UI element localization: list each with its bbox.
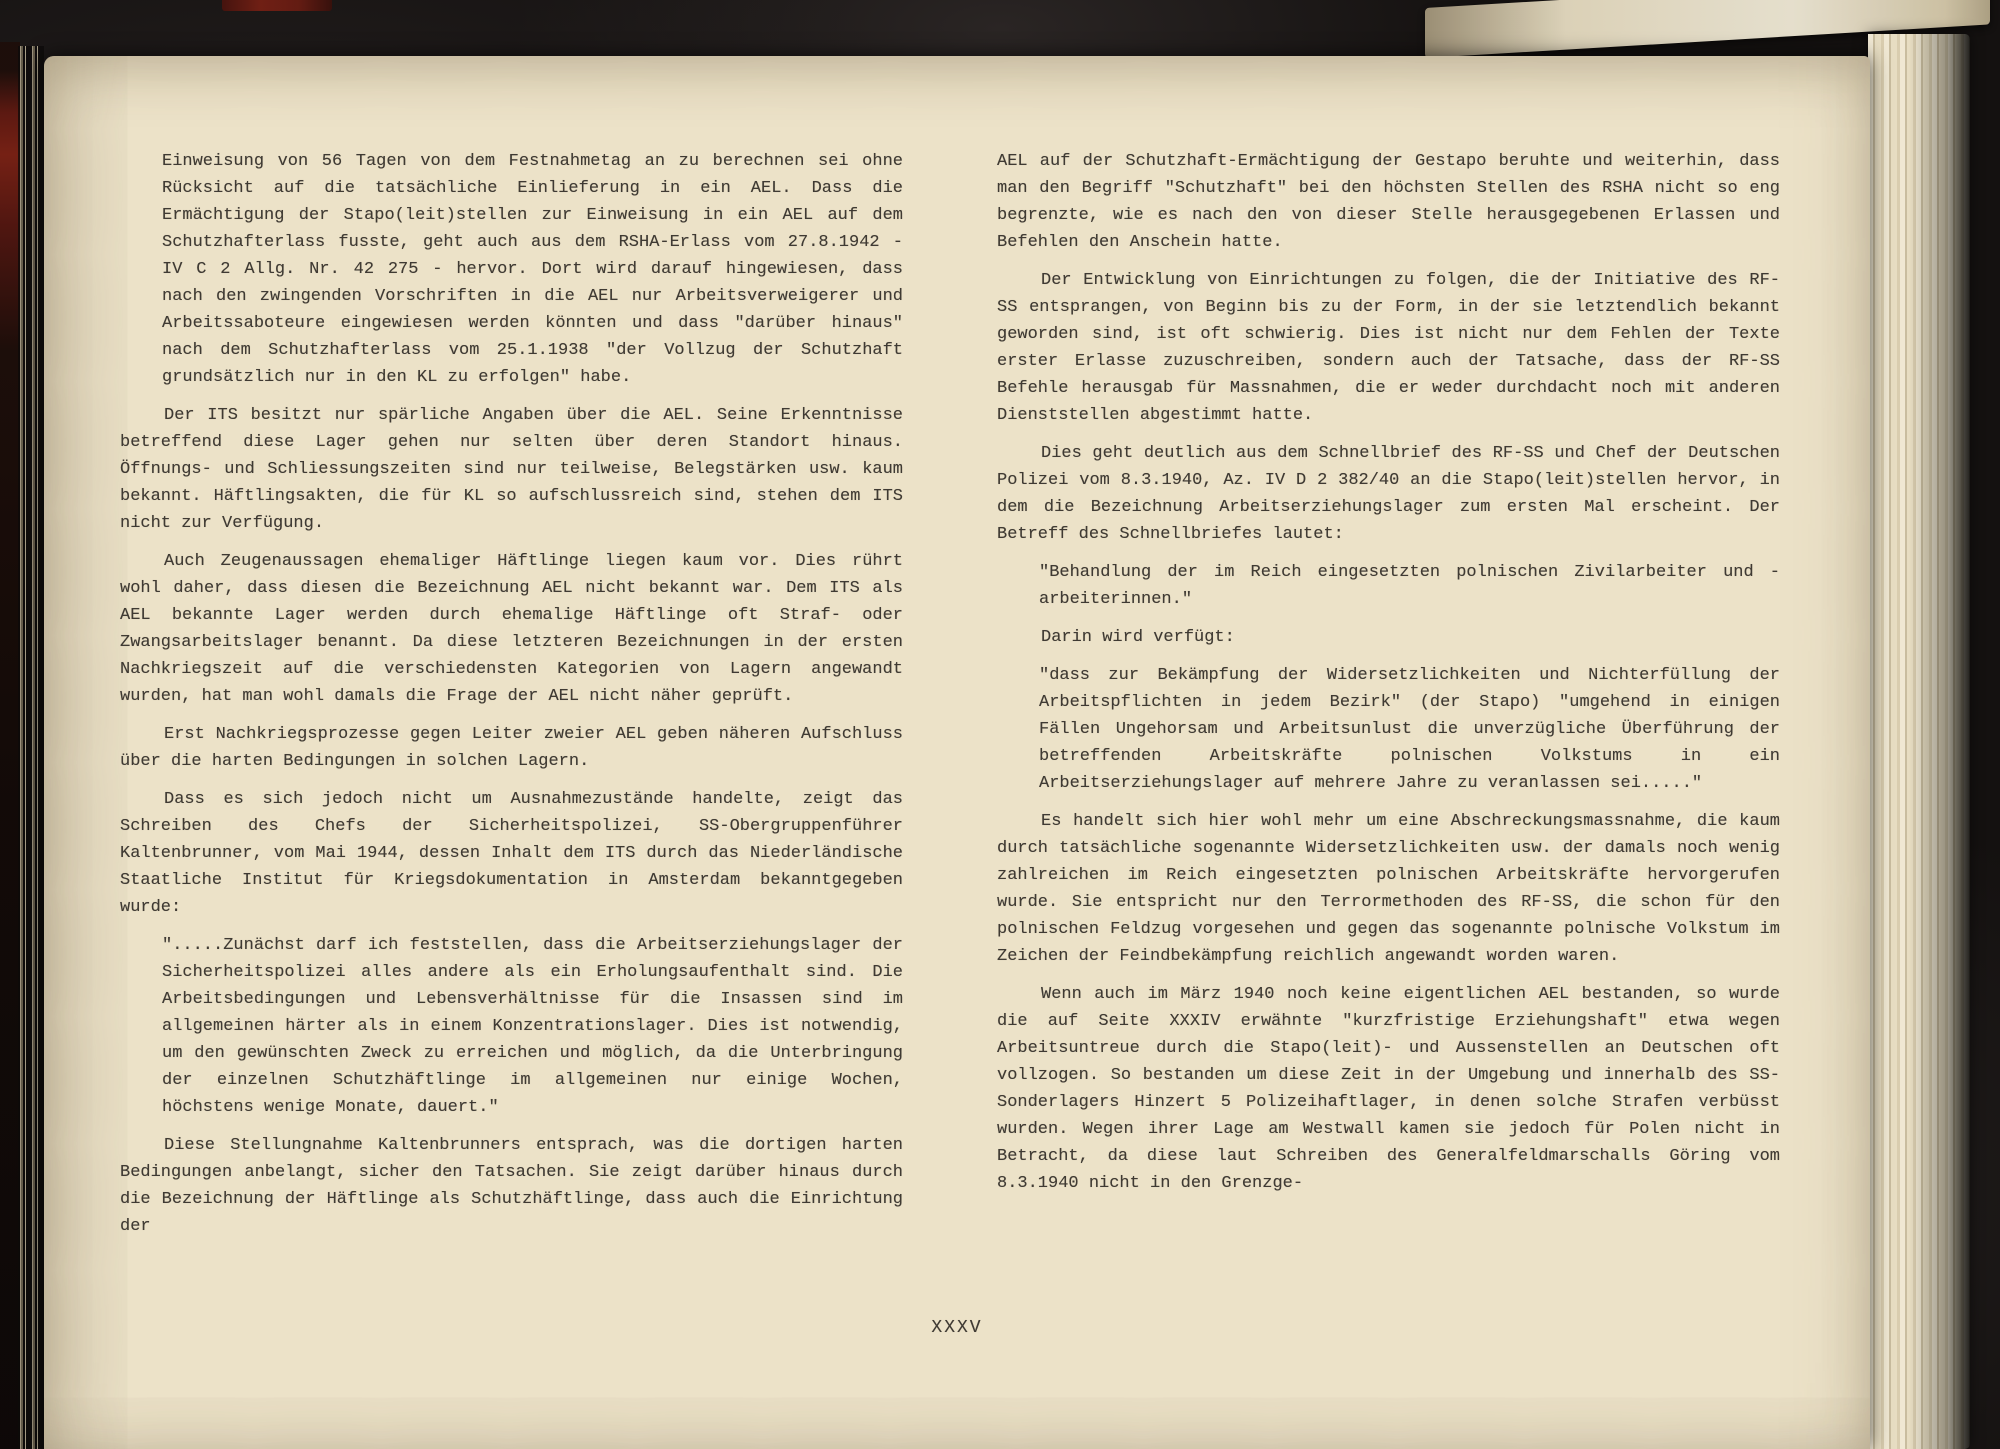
paragraph: Einweisung von 56 Tagen von dem Festnahmetag an zu berechnen sei ohne Rücksicht auf die tatsächliche Einlieferung in ein AEL. Dass die Ermächtigung der Stapo(leit)stellen zur Einweisung in ein AEL auf dem Schutzhafterlass fusste, geht auch aus dem RSHA-Erlass vom 27.8.1942 - IV C 2 Allg. Nr. 42 275 - hervor. Dort wird darauf hingewiesen, dass nach den zwingenden Vorschriften in die AEL nur Arbeitsverweigerer und Arbeitssaboteure eingewiesen werden könnten und dass "darüber hinaus" nach dem Schutzhafterlass vom 25.1.1938 "der Vollzug der Schutzhaft grundsätzlich nur in den KL zu erfolgen" habe. <box>162 152 903 387</box>
left-text-column <box>120 148 903 1251</box>
paragraph: Auch Zeugenaussagen ehemaliger Häftlinge liegen kaum vor. Dies rührt wohl daher, dass diesen die Bezeichnung AEL nicht bekannt war. Dem ITS als AEL bekannte Lager werden durch ehemalige Häftlinge oft Straf- oder Zwangsarbeitslager benannt. Da diese letzteren Bezeichnungen in der ersten Nachkriegszeit auf die verschiedensten Kategorien von Lagern angewandt wurden, hat man wohl damals die Frage der AEL nicht näher geprüft. <box>120 552 903 706</box>
page-text-area <box>120 148 1780 1251</box>
paragraph: Diese Stellungnahme Kaltenbrunners entsprach, was die dortigen harten Bedingungen anbelangt, sicher den Tatsachen. Sie zeigt darüber hinaus durch die Bezeichnung der Häftlinge als Schutzhäftlinge, dass auch die Einrichtung der <box>120 1136 903 1236</box>
paragraph: Wenn auch im März 1940 noch keine eigentlichen AEL bestanden, so wurde die auf Seite XXXIV erwähnte "kurzfristige Erziehungshaft" etwa wegen Arbeitsuntreue durch die Stapo(leit)- und Aussenstellen an Deutschen oft vollzogen. So bestanden um diese Zeit in der Umgebung und innerhalb des SS-Sonderlagers Hinzert 5 Polizeihaftlager, in denen solche Strafen verbüsst wurden. Wegen ihrer Lage am Westwall kamen sie jedoch für Polen nicht in Betracht, da diese laut Schreiben des Generalfeldmarschalls Göring vom 8.3.1940 nicht in den Grenzge- <box>997 985 1780 1193</box>
page-edge-stack-left <box>18 46 44 1449</box>
book-cover-top-edge <box>222 0 332 11</box>
page-edge-stack-right <box>1868 34 1970 1449</box>
book-cover-spine-edge <box>0 42 20 1449</box>
paragraph: Der ITS besitzt nur spärliche Angaben über die AEL. Seine Erkenntnisse betreffend diese Lager gehen nur selten über deren Standort hinaus. Öffnungs- und Schliessungszeiten sind nur teilweise, Belegstärken usw. kaum bekannt. Häftlingsakten, die für KL so aufschlussreich sind, stehen dem ITS nicht zur Verfügung. <box>120 406 903 533</box>
paragraph: "dass zur Bekämpfung der Widersetzlichkeiten und Nichterfüllung der Arbeitspflichten in jedem Bezirk" (der Stapo) "umgehend in einigen Fällen Ungehorsam und Arbeitsunlust die unverzügliche Überführung der betreffenden Arbeitskräfte polnischen Volkstums in ein Arbeitserziehungslager auf mehrere Jahre zu veranlassen sei....." <box>1039 666 1780 793</box>
paragraph: AEL auf der Schutzhaft-Ermächtigung der Gestapo beruhte und weiterhin, dass man den Begriff "Schutzhaft" bei den höchsten Stellen des RSHA nicht so eng begrenzte, wie es nach den von dieser Stelle herausgegebenen Erlassen und Befehlen den Anschein hatte. <box>997 152 1780 252</box>
page-number: XXXV <box>931 1318 983 1338</box>
paragraph: Der Entwicklung von Einrichtungen zu folgen, die der Initiative des RF-SS entsprangen, von Beginn bis zu der Form, in der sie letztendlich bekannt geworden sind, ist oft schwierig. Dies ist nicht nur dem Fehlen der Texte erster Erlasse zuzuschreiben, sondern auch der Tatsache, dass der RF-SS Befehle herausgab für Massnahmen, die er weder durchdacht noch mit anderen Dienststellen abgestimmt hatte. <box>997 271 1780 425</box>
two-column-layout <box>120 148 1780 1251</box>
paragraph: Erst Nachkriegsprozesse gegen Leiter zweier AEL geben näheren Aufschluss über die harten Bedingungen in solchen Lagern. <box>120 725 903 771</box>
paragraph: Darin wird verfügt: <box>1041 628 1235 647</box>
right-text-column <box>997 148 1780 1208</box>
paragraph: "Behandlung der im Reich eingesetzten polnischen Zivilarbeiter und -arbeiterinnen." <box>1039 563 1780 609</box>
paragraph: Dass es sich jedoch nicht um Ausnahmezustände handelte, zeigt das Schreiben des Chefs der Sicherheitspolizei, SS-Obergruppenführer Kaltenbrunner, vom Mai 1944, dessen Inhalt dem ITS durch das Niederländische Staatliche Institut für Kriegsdokumentation in Amsterdam bekanntgegeben wurde: <box>120 790 903 917</box>
paragraph: Dies geht deutlich aus dem Schnellbrief des RF-SS und Chef der Deutschen Polizei vom 8.3.1940, Az. IV D 2 382/40 an die Stapo(leit)stellen hervor, in dem die Bezeichnung Arbeitserziehungslager zum ersten Mal erscheint. Der Betreff des Schnellbriefes lautet: <box>997 444 1780 544</box>
book-page <box>44 56 1870 1449</box>
paragraph: Es handelt sich hier wohl mehr um eine Abschreckungsmassnahme, die kaum durch tatsächliche sogenannte Widersetzlichkeiten usw. der damals noch wenig zahlreichen im Reich eingesetzten polnischen Arbeitskräfte hervorgerufen wurde. Sie entspricht nur den Terrormethoden des RF-SS, die schon für den polnischen Feldzug vorgesehen und gegen das sogenannte polnische Volkstum im Zeichen der Feindbekämpfung reichlich angewandt worden waren. <box>997 812 1780 966</box>
paragraph: ".....Zunächst darf ich feststellen, dass die Arbeitserziehungslager der Sicherheitspolizei alles andere als ein Erholungsaufenthalt sind. Die Arbeitsbedingungen und Lebensverhältnisse für die Insassen sind im allgemeinen härter als in einem Konzentrationslager. Dies ist notwendig, um den gewünschten Zweck zu erreichen und möglich, da die Unterbringung der einzelnen Schutzhäftlinge im allgemeinen nur einige Wochen, höchstens wenige Monate, dauert." <box>162 936 903 1117</box>
